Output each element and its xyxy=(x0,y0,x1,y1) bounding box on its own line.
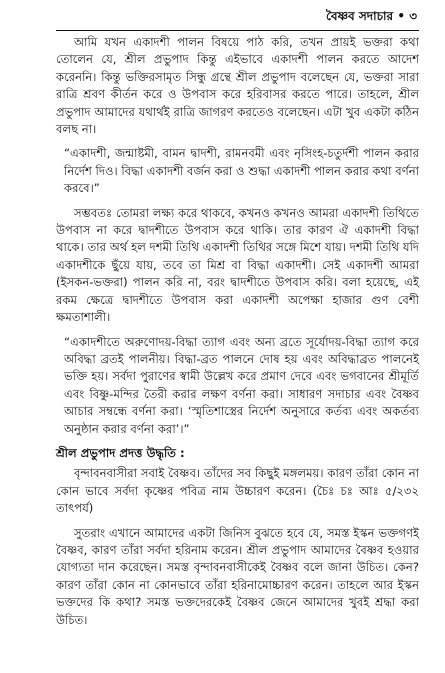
header-title: বৈষ্ণব সদাচার xyxy=(326,9,394,23)
paragraph-viddha-ekadashi: সম্ভবতঃ তোমরা লক্ষ্য করে থাকবে, কখনও কখনও আমরা একাদশী তিথিতে উপবাস না করে দ্বাদশীতে উপবাস করে থাকি। তার কারণ ঐ একাদশী বিদ্ধা থাকে। তার অর্থ হল দশমী তিথি একাদশী তিথির সঙ্গে মিশে যায়। দশমী তিথি যদি একাদশীকে ছুঁয়ে যায়, তবে তা মিশ্র বা বিদ্ধা একাদশী। সেই একাদশী আমরা (ইসকন-ভক্তরা) পালন করি না, বরং দ্বাদশীতে উপবাস করি। বলা হয়েছে, এই রকম ক্ষেত্রে দ্বাদশীতে উপবাস করা একাদশী অপেক্ষা হাজার গুণ বেশী ক্ষমতাশালী। xyxy=(56,205,419,325)
quote-arunodaya: “একাদশীতে অরুণোদয়-বিদ্ধা ত্যাগ এবং অন্য ব্রতে সূর্যোদয়-বিদ্ধা ত্যাগ করে অবিদ্ধা ব্রতই পালনীয়। বিদ্ধা-ব্রত পালনে দোষ হয় এবং অবিদ্ধাব্রত পালনেই ভক্তি হয়। সর্বদা পুরাণের স্বামী উল্লেখ করে প্রমাণ দেবে এবং ভগবানের শ্রীমূর্তি এবং বিষ্ণু-মন্দির তৈরী করার লক্ষণ বর্ণনা করা। সাধারণ সদাচার এবং বৈষ্ণব আচার সম্বন্ধে বর্ণনা করা। ‘স্মৃতিশাস্ত্রের নির্দেশ অনুসারে কর্তব্য এবং অকর্তব্য অনুষ্ঠান করার বর্ণনা করা’।” xyxy=(64,334,419,436)
paragraph-vrindavan: বৃন্দাবনবাসীরা সবাই বৈষ্ণব। তাঁদের সব কিছুই মঙ্গলময়। কারণ তাঁরা কোন না কোন ভাবে সর্বদা কৃষ্ণের পবিত্র নাম উচ্চারণ করেন। (চৈঃ চঃ আঃ ৫/২৩২ তাৎপর্য) xyxy=(56,466,419,516)
paragraph-intro: আমি যখন একাদশী পালন বিষয়ে পাঠ করি, তখন প্রায়ই ভক্তরা কথা তোলেন যে, শ্রীল প্রভুপাদ কিন্তু এইভাবে একাদশী পালন করতে আদেশ করেননি। কিন্তু ভক্তিরসামৃত সিন্ধু গ্রন্থে শ্রীল প্রভুপাদ বলেছেন যে, ভক্তরা সারা রাত্রি শ্রবণ কীর্তন করে ও উপবাস করে হরিবাসর করতে পারে। তাহলে, শ্রীল প্রভুপাদ আমাদের যথার্থই রাত্রি জাগরণ করতেও বলেছেন। এটা খুব একটা কঠিন বলছ না। xyxy=(56,35,419,137)
paragraph-iskcon-devotees: সুতরাং এখানে আমাদের একটা জিনিস বুঝতে হবে যে, সমস্ত ইস্কন ভক্তগণই বৈষ্ণব, কারণ তাঁরা সর্বদা হরিনাম করেন। শ্রীল প্রভুপাদ আমাদের বৈষ্ণব হওয়ার যোগ্যতা দান করেছেন। সমস্ত বৃন্দাবনবাসীকেই বৈষ্ণব বলে জানা উচিত। কেন? কারণ তাঁরা কোন না কোনভাবে তাঁরা হরিনামোচ্চারণ করেন। তাহলে আর ইস্কন ভক্তদের কি কথা? সমস্ত ভক্তদেরকেই বৈষ্ণব জেনে আমাদের খুবই শ্রদ্ধা করা উচিত। xyxy=(56,525,419,627)
running-header xyxy=(326,8,417,28)
section-heading: শ্রীল প্রভুপাদ প্রদত্ত উদ্ধৃতি : xyxy=(56,445,185,460)
quote-instructions: “একাদশী, জন্মাষ্টমী, বামন দ্বাদশী, রামনবমী এবং নৃসিংহ-চতুর্দশী পালন করার নির্দেশ দিও। বিদ্ধা একাদশী বর্জন করা ও শুদ্ধা একাদশী পালন করার কথা বর্ণনা করবে।” xyxy=(64,146,419,196)
page-body xyxy=(56,34,419,636)
header-divider xyxy=(56,30,419,31)
header-bullet: • xyxy=(397,9,405,23)
page-number: ৩ xyxy=(409,9,417,23)
